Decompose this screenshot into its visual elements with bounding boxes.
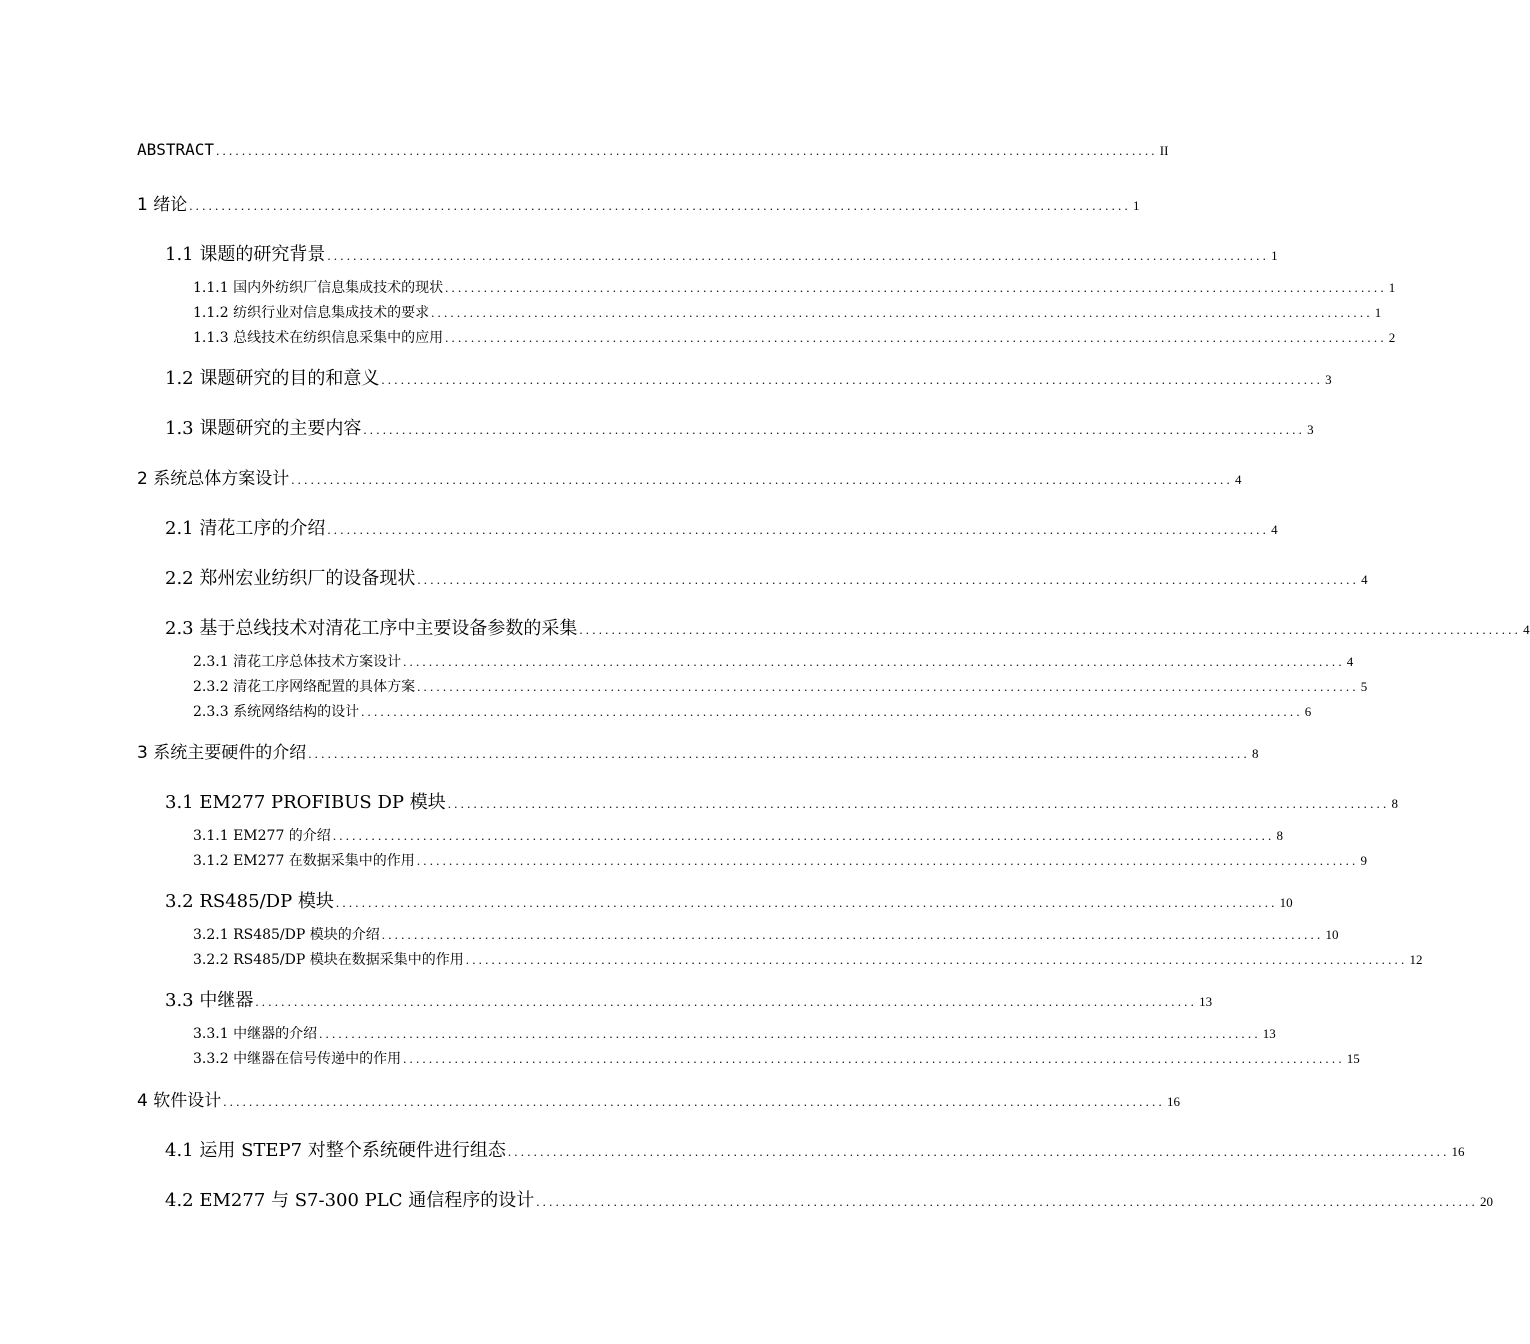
toc-entry-section-4-1 (165, 1136, 1465, 1162)
dot-leader: .................................................................................................................................................. (403, 1051, 1345, 1066)
toc-entry-abstract (137, 140, 1169, 159)
toc-entry-title: 3.3.1 中继器的介绍 (193, 1026, 318, 1042)
dot-leader: .................................................................................................................................................. (223, 1094, 1165, 1109)
dot-leader: .................................................................................................................................................. (507, 1144, 1450, 1159)
toc-entry-section-1-2 (165, 364, 1332, 390)
toc-entry-section-3-2 (165, 887, 1293, 913)
toc-entry-title: 1 绪论 (137, 195, 188, 215)
toc-entry-title: 3.1 EM277 PROFIBUS DP 模块 (165, 792, 446, 813)
toc-entry-page: 13 (1199, 994, 1213, 1009)
toc-entry-chapter-1 (137, 190, 1140, 215)
toc-entry-title: ABSTRACT (137, 140, 215, 159)
toc-entry-page: 8 (1276, 828, 1284, 843)
toc-entry-subsection-3-3-2 (193, 1048, 1360, 1068)
toc-entry-title: 2 系统总体方案设计 (137, 469, 290, 489)
dot-leader: .................................................................................................................................................. (403, 654, 1345, 669)
toc-entry-page: 6 (1304, 704, 1312, 719)
toc-entry-section-1-1 (165, 240, 1278, 266)
toc-entry-page: 3 (1307, 422, 1314, 437)
toc-entry-subsection-3-2-1 (193, 924, 1339, 944)
toc-entry-page: 4 (1271, 522, 1278, 537)
dot-leader: .................................................................................................................................................. (465, 952, 1408, 967)
dot-leader: .................................................................................................................................................. (579, 622, 1522, 637)
toc-entry-section-2-3 (165, 614, 1530, 640)
toc-entry-page: 4 (1234, 472, 1242, 487)
toc-entry-subsection-1-1-3 (193, 327, 1396, 347)
toc-entry-page: 5 (1360, 679, 1368, 694)
dot-leader: .................................................................................................................................................. (445, 330, 1387, 345)
toc-entry-section-2-1 (165, 514, 1278, 540)
dot-leader: .................................................................................................................................................. (319, 1026, 1261, 1041)
toc-entry-title: 2.3.2 清花工序网络配置的具体方案 (193, 679, 416, 695)
dot-leader: .................................................................................................................................................. (361, 704, 1303, 719)
toc-entry-title: 2.3 基于总线技术对清花工序中主要设备参数的采集 (165, 618, 578, 639)
toc-entry-page: 1 (1374, 305, 1382, 320)
toc-entry-page: 2 (1388, 330, 1396, 345)
toc-entry-title: 2.3.3 系统网络结构的设计 (193, 704, 360, 720)
dot-leader: .................................................................................................................................................. (308, 746, 1250, 761)
toc-entry-title: 2.2 郑州宏业纺织厂的设备现状 (165, 568, 416, 589)
dot-leader: .................................................................................................................................................. (363, 422, 1306, 437)
toc-entry-title: 1.1.3 总线技术在纺织信息采集中的应用 (193, 330, 444, 346)
dot-leader: .................................................................................................................................................. (327, 522, 1270, 537)
toc-entry-title: 4 软件设计 (137, 1091, 222, 1111)
toc-entry-page: 1 (1271, 248, 1278, 263)
dot-leader: .................................................................................................................................................. (255, 994, 1198, 1009)
toc-entry-subsection-1-1-2 (193, 302, 1382, 322)
toc-entry-page: 10 (1325, 927, 1339, 942)
toc-entry-section-3-1 (165, 788, 1398, 814)
toc-entry-page: 13 (1262, 1026, 1276, 1041)
toc-entry-page: 15 (1346, 1051, 1360, 1066)
toc-entry-title: 2.1 清花工序的介绍 (165, 518, 326, 539)
dot-leader: .................................................................................................................................................. (536, 1194, 1478, 1209)
dot-leader: .................................................................................................................................................. (216, 143, 1158, 158)
toc-entry-page: 8 (1251, 746, 1259, 761)
toc-entry-title: 1.1.2 纺织行业对信息集成技术的要求 (193, 305, 430, 321)
toc-entry-title: 3 系统主要硬件的介绍 (137, 743, 307, 763)
dot-leader: .................................................................................................................................................. (327, 248, 1270, 263)
toc-entry-section-2-2 (165, 564, 1368, 590)
toc-entry-page: 4 (1523, 622, 1530, 637)
toc-entry-section-4-2 (165, 1186, 1493, 1212)
dot-leader: .................................................................................................................................................. (447, 796, 1390, 811)
toc-entry-subsection-3-3-1 (193, 1023, 1276, 1043)
dot-leader: .................................................................................................................................................. (381, 372, 1324, 387)
toc-entry-subsection-2-3-1 (193, 651, 1354, 671)
toc-entry-title: 1.3 课题研究的主要内容 (165, 418, 362, 439)
toc-entry-title: 1.1.1 国内外纺织厂信息集成技术的现状 (193, 280, 444, 296)
toc-entry-subsection-2-3-3 (193, 701, 1312, 721)
toc-entry-page: 1 (1132, 198, 1140, 213)
dot-leader: .................................................................................................................................................. (417, 679, 1359, 694)
toc-entry-title: 3.2.1 RS485/DP 模块的介绍 (193, 927, 380, 943)
toc-entry-title: 3.3 中继器 (165, 990, 254, 1011)
toc-entry-page: 16 (1451, 1144, 1465, 1159)
toc-entry-title: 3.2.2 RS485/DP 模块在数据采集中的作用 (193, 952, 464, 968)
toc-entry-title: 3.1.2 EM277 在数据采集中的作用 (193, 853, 415, 869)
toc-entry-title: 3.1.1 EM277 的介绍 (193, 828, 331, 844)
toc-entry-subsection-2-3-2 (193, 676, 1368, 696)
toc-entry-chapter-4 (137, 1086, 1180, 1111)
toc-entry-page: 1 (1388, 280, 1396, 295)
toc-entry-page: II (1159, 143, 1169, 158)
dot-leader: .................................................................................................................................................. (381, 927, 1324, 942)
toc-entry-title: 3.2 RS485/DP 模块 (165, 891, 334, 912)
toc-entry-title: 4.2 EM277 与 S7-300 PLC 通信程序的设计 (165, 1190, 535, 1211)
toc-entry-page: 12 (1409, 952, 1423, 967)
dot-leader: .................................................................................................................................................. (291, 472, 1233, 487)
dot-leader: .................................................................................................................................................. (416, 853, 1359, 868)
toc-entry-page: 9 (1360, 853, 1368, 868)
toc-entry-title: 3.3.2 中继器在信号传递中的作用 (193, 1051, 402, 1067)
toc-entry-title: 1.1 课题的研究背景 (165, 244, 326, 265)
dot-leader: .................................................................................................................................................. (445, 280, 1387, 295)
dot-leader: .................................................................................................................................................. (335, 895, 1278, 910)
toc-entry-subsection-3-2-2 (193, 949, 1423, 969)
toc-entry-title: 1.2 课题研究的目的和意义 (165, 368, 380, 389)
toc-entry-title: 2.3.1 清花工序总体技术方案设计 (193, 654, 402, 670)
toc-entry-page: 20 (1479, 1194, 1493, 1209)
dot-leader: .................................................................................................................................................. (189, 198, 1131, 213)
dot-leader: .................................................................................................................................................. (431, 305, 1373, 320)
dot-leader: .................................................................................................................................................. (332, 828, 1275, 843)
toc-entry-section-3-3 (165, 986, 1213, 1012)
toc-entry-subsection-3-1-2 (193, 850, 1368, 870)
toc-entry-page: 4 (1346, 654, 1354, 669)
toc-entry-page: 16 (1166, 1094, 1180, 1109)
toc-entry-page: 4 (1361, 572, 1368, 587)
toc-entry-chapter-3 (137, 738, 1259, 763)
toc-entry-page: 10 (1279, 895, 1293, 910)
toc-entry-page: 8 (1391, 796, 1398, 811)
toc-entry-section-1-3 (165, 414, 1314, 440)
dot-leader: .................................................................................................................................................. (417, 572, 1360, 587)
toc-entry-chapter-2 (137, 464, 1242, 489)
toc-entry-page: 3 (1325, 372, 1332, 387)
toc-entry-subsection-1-1-1 (193, 277, 1396, 297)
toc-entry-subsection-3-1-1 (193, 825, 1284, 845)
toc-entry-title: 4.1 运用 STEP7 对整个系统硬件进行组态 (165, 1140, 506, 1161)
